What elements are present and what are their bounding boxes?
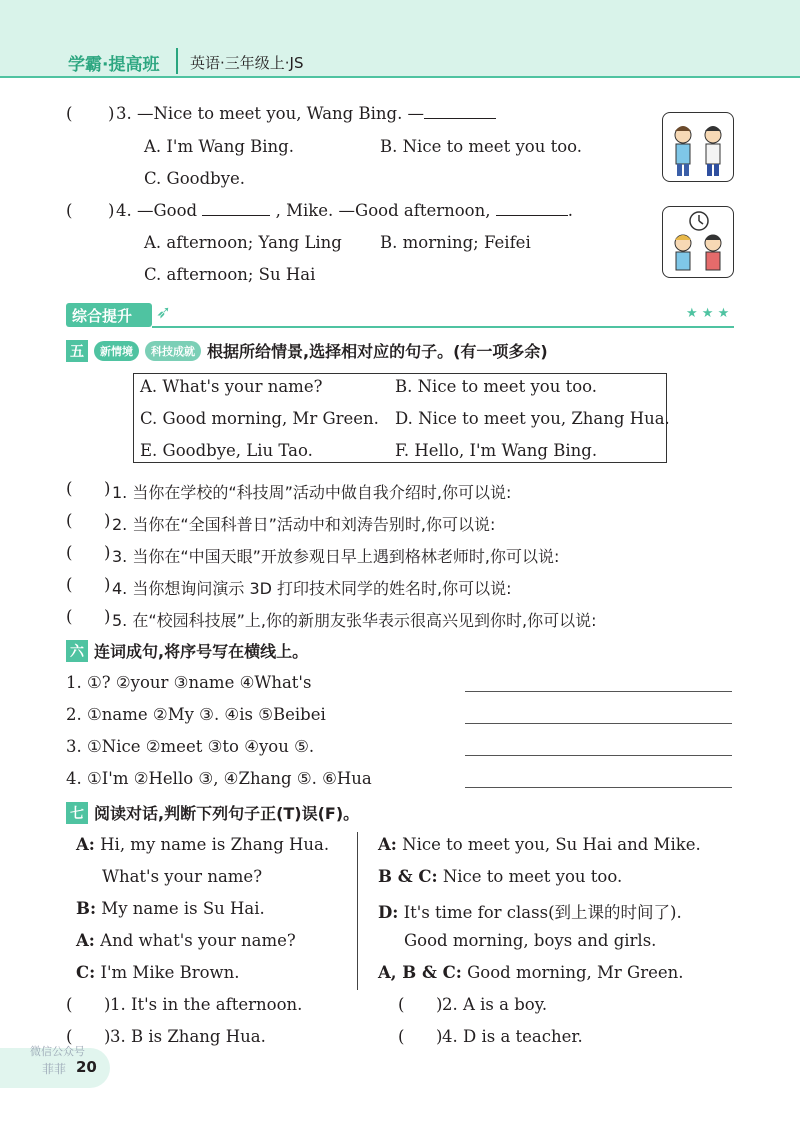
- dialogue-divider: [357, 832, 358, 990]
- q3-option-b: B. Nice to meet you too.: [380, 137, 583, 156]
- rocket-icon: ➶: [156, 302, 172, 323]
- option-e: E. Goodbye, Liu Tao.: [140, 441, 313, 460]
- q4-option-b: B. morning; Feifei: [380, 233, 531, 252]
- q3-paren-open: (: [66, 104, 73, 123]
- q4-stem: 4. —Good , Mike. —Good afternoon, .: [116, 201, 573, 220]
- page-number: 20: [76, 1058, 97, 1076]
- s6-item-1: 1. ①? ②your ③name ④What's: [66, 673, 312, 692]
- section-7-heading: [66, 801, 359, 824]
- q4-option-a: A. afternoon; Yang Ling: [144, 233, 342, 252]
- s6-item-2: 2. ①name ②My ③. ④is ⑤Beibei: [66, 705, 326, 724]
- q3-blank[interactable]: [424, 118, 496, 119]
- s6-item-4: 4. ①I'm ②Hello ③, ④Zhang ⑤. ⑥Hua: [66, 769, 372, 788]
- comprehensive-title: 综合提升: [72, 307, 133, 325]
- tag-tech: 科技成就: [145, 341, 201, 361]
- section-7-number: 七: [66, 802, 88, 824]
- comprehensive-rule: [152, 326, 734, 328]
- s6-answer-line-2[interactable]: [465, 723, 732, 724]
- header-divider-arrow: [176, 48, 178, 74]
- s6-item-3: 3. ①Nice ②meet ③to ④you ⑤.: [66, 737, 315, 756]
- q3-picture: [662, 112, 734, 182]
- header-subject: 英语·三年级上·JS: [190, 54, 304, 72]
- q3-option-a: A. I'm Wang Bing.: [144, 137, 294, 156]
- q3-option-c: C. Goodbye.: [144, 169, 246, 188]
- q4-blank-2[interactable]: [496, 215, 568, 216]
- s6-answer-line-3[interactable]: [465, 755, 732, 756]
- section-5-title: 根据所给情景,选择相对应的句子。(有一项多余): [207, 342, 548, 361]
- watermark-line-1: 微信公众号: [30, 1045, 85, 1058]
- section-6-heading: [66, 639, 308, 662]
- tag-new-context: 新情境: [94, 341, 139, 361]
- difficulty-stars: ★ ★ ★: [686, 306, 730, 321]
- q4-option-c: C. afternoon; Su Hai: [144, 265, 316, 284]
- s6-answer-line-1[interactable]: [465, 691, 732, 692]
- option-d: D. Nice to meet you, Zhang Hua.: [395, 409, 670, 428]
- header-rule: [0, 76, 800, 78]
- section-5-number: 五: [66, 340, 88, 362]
- option-a: A. What's your name?: [140, 377, 323, 396]
- option-b: B. Nice to meet you too.: [395, 377, 598, 396]
- watermark-line-2: 菲菲: [42, 1062, 67, 1076]
- q4-blank-1[interactable]: [202, 215, 270, 216]
- section-6-number: 六: [66, 640, 88, 662]
- section-6-title: 连词成句,将序号写在横线上。: [94, 642, 309, 661]
- s6-answer-line-4[interactable]: [465, 787, 732, 788]
- q3-paren-close: ): [108, 104, 115, 123]
- q4-paren-close: ): [108, 201, 115, 220]
- q4-picture: [662, 206, 734, 278]
- section-5-heading: [66, 339, 548, 362]
- q4-paren-open: (: [66, 201, 73, 220]
- option-f: F. Hello, I'm Wang Bing.: [395, 441, 598, 460]
- q3-stem: 3. —Nice to meet you, Wang Bing. —: [116, 104, 496, 123]
- section-7-title: 阅读对话,判断下列句子正(T)误(F)。: [94, 804, 360, 823]
- header-brand: 学霸·提高班: [68, 55, 160, 75]
- option-c: C. Good morning, Mr Green.: [140, 409, 379, 428]
